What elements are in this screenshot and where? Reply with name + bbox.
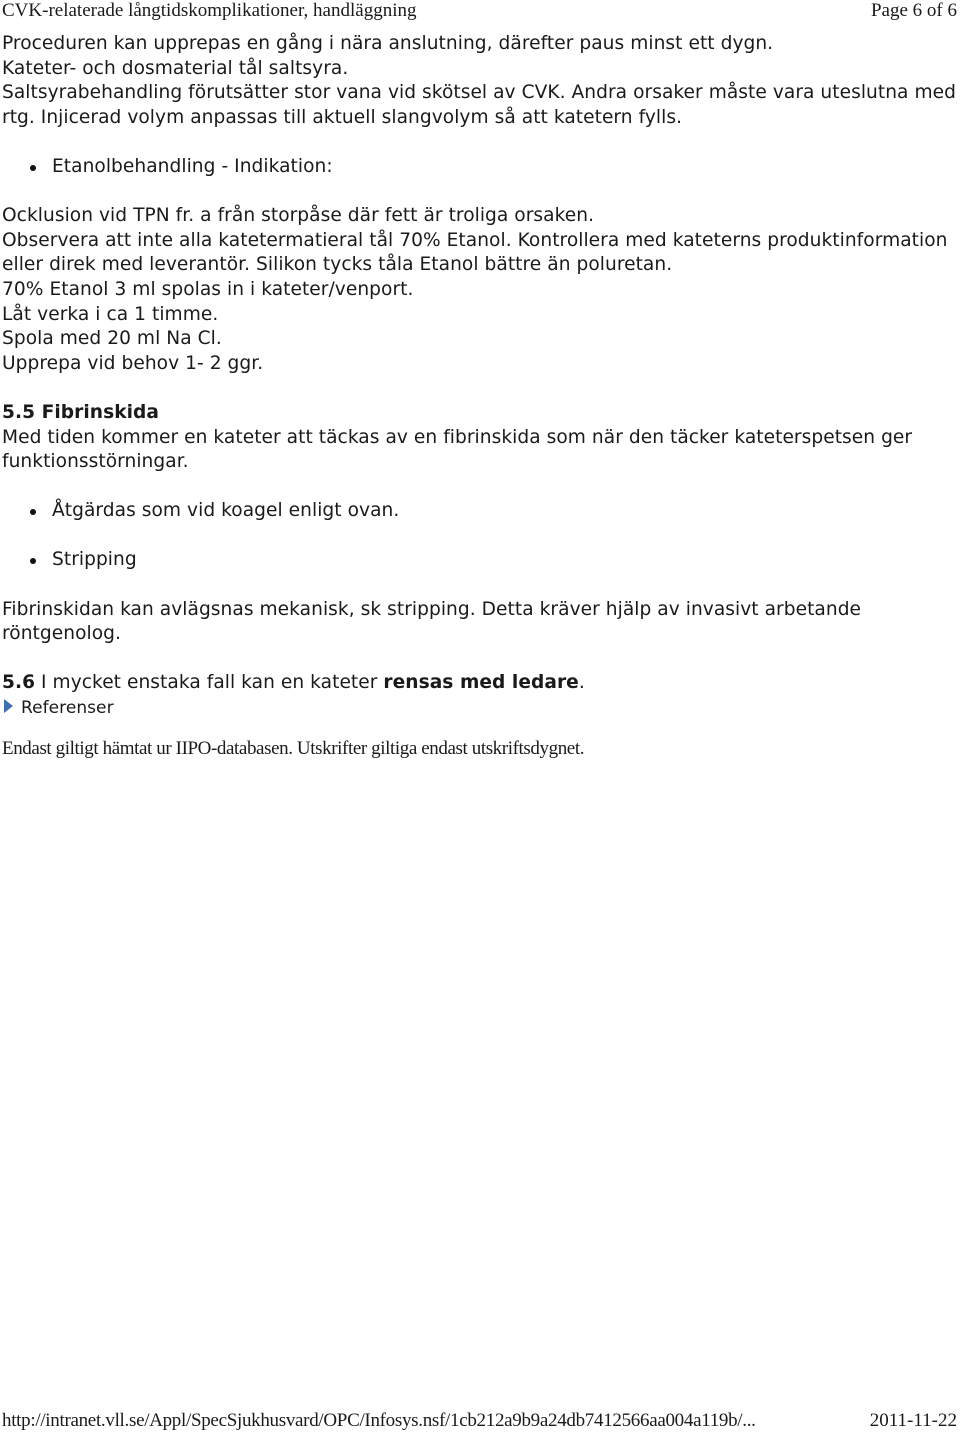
ethanol-line: Observera att inte alla katetermatieral tål 70% Etanol. Kontrollera med kateterns produktinformation eller direk med leverantör. Silikon tycks tåla Etanol bättre än poluretan.	[2, 229, 948, 276]
bullet-dot-icon	[30, 165, 36, 171]
references-link[interactable]	[2, 696, 956, 720]
ethanol-line: 70% Etanol 3 ml spolas in i kateter/venport.	[2, 278, 414, 300]
stripping-text: Fibrinskidan kan avlägsnas mekanisk, sk stripping. Detta kräver hjälp av invasivt arbetande röntgenolog.	[2, 598, 862, 645]
references-label[interactable]: Referenser	[21, 698, 114, 719]
expand-arrow-icon	[4, 699, 13, 713]
spacer	[2, 475, 956, 500]
document-body	[2, 32, 956, 760]
ethanol-line: Spola med 20 ml Na Cl.	[2, 328, 222, 350]
bullet-label: Åtgärdas som vid koagel enligt ovan.	[52, 500, 400, 522]
bullet-label: Etanolbehandling - Indikation:	[52, 155, 333, 177]
section-number: 5.6	[2, 672, 36, 694]
bullet-label: Stripping	[52, 549, 137, 571]
intro-line: Proceduren kan upprepas en gång i nära anslutning, därefter paus minst ett dygn.	[2, 33, 774, 54]
bullet-dot-icon	[30, 509, 36, 515]
page-number: Page 6 of 6	[870, 0, 957, 21]
bullet-dot-icon	[30, 558, 36, 564]
ethanol-line: Låt verka i ca 1 timme.	[2, 303, 219, 325]
spacer	[2, 130, 956, 155]
section-heading-fibrin: 5.5 Fibrinskida	[2, 401, 159, 423]
footer-date: 2011-11-22	[869, 1410, 957, 1431]
section-text-end: .	[578, 672, 585, 694]
bullet-item-stripping	[2, 548, 956, 573]
spacer	[2, 376, 956, 401]
intro-line: Kateter- och dosmaterial tål saltsyra.	[2, 57, 349, 79]
spacer	[2, 524, 956, 549]
fibrin-text: Med tiden kommer en kateter att täckas av en fibrinskida som när den täcker kateterspetsen ger funktionsstörningar.	[2, 426, 913, 473]
intro-line: Saltsyrabehandling förutsätter stor vana vid skötsel av CVK. Andra orsaker måste vara uteslutna med rtg. Injicerad volym anpassas till aktuell slangvolym så att katetern fylls.	[2, 82, 956, 128]
document-title: CVK-relaterade långtidskomplikationer, handläggning	[2, 0, 417, 21]
section-text: I mycket enstaka fall kan en kateter	[35, 672, 384, 694]
section-5-6	[2, 671, 956, 696]
ethanol-line: Ocklusion vid TPN fr. a från storpåse där fett är troliga orsaken.	[2, 205, 595, 227]
validity-note: Endast giltigt hämtat ur IIPO-databasen. Utskrifter giltiga endast utskriftsdygnet.	[2, 738, 585, 760]
spacer	[2, 573, 956, 598]
ethanol-line: Upprepa vid behov 1- 2 ggr.	[2, 352, 264, 374]
spacer	[2, 180, 956, 205]
bullet-item-koagel	[2, 499, 956, 524]
spacer	[2, 647, 956, 672]
bullet-item-ethanol	[2, 155, 956, 180]
footer-url: http://intranet.vll.se/Appl/SpecSjukhusvard/OPC/Infosys.nsf/1cb212a9b9a24db7412566aa004a119b/...	[2, 1410, 756, 1431]
section-bold-text: rensas med ledare	[383, 672, 579, 694]
